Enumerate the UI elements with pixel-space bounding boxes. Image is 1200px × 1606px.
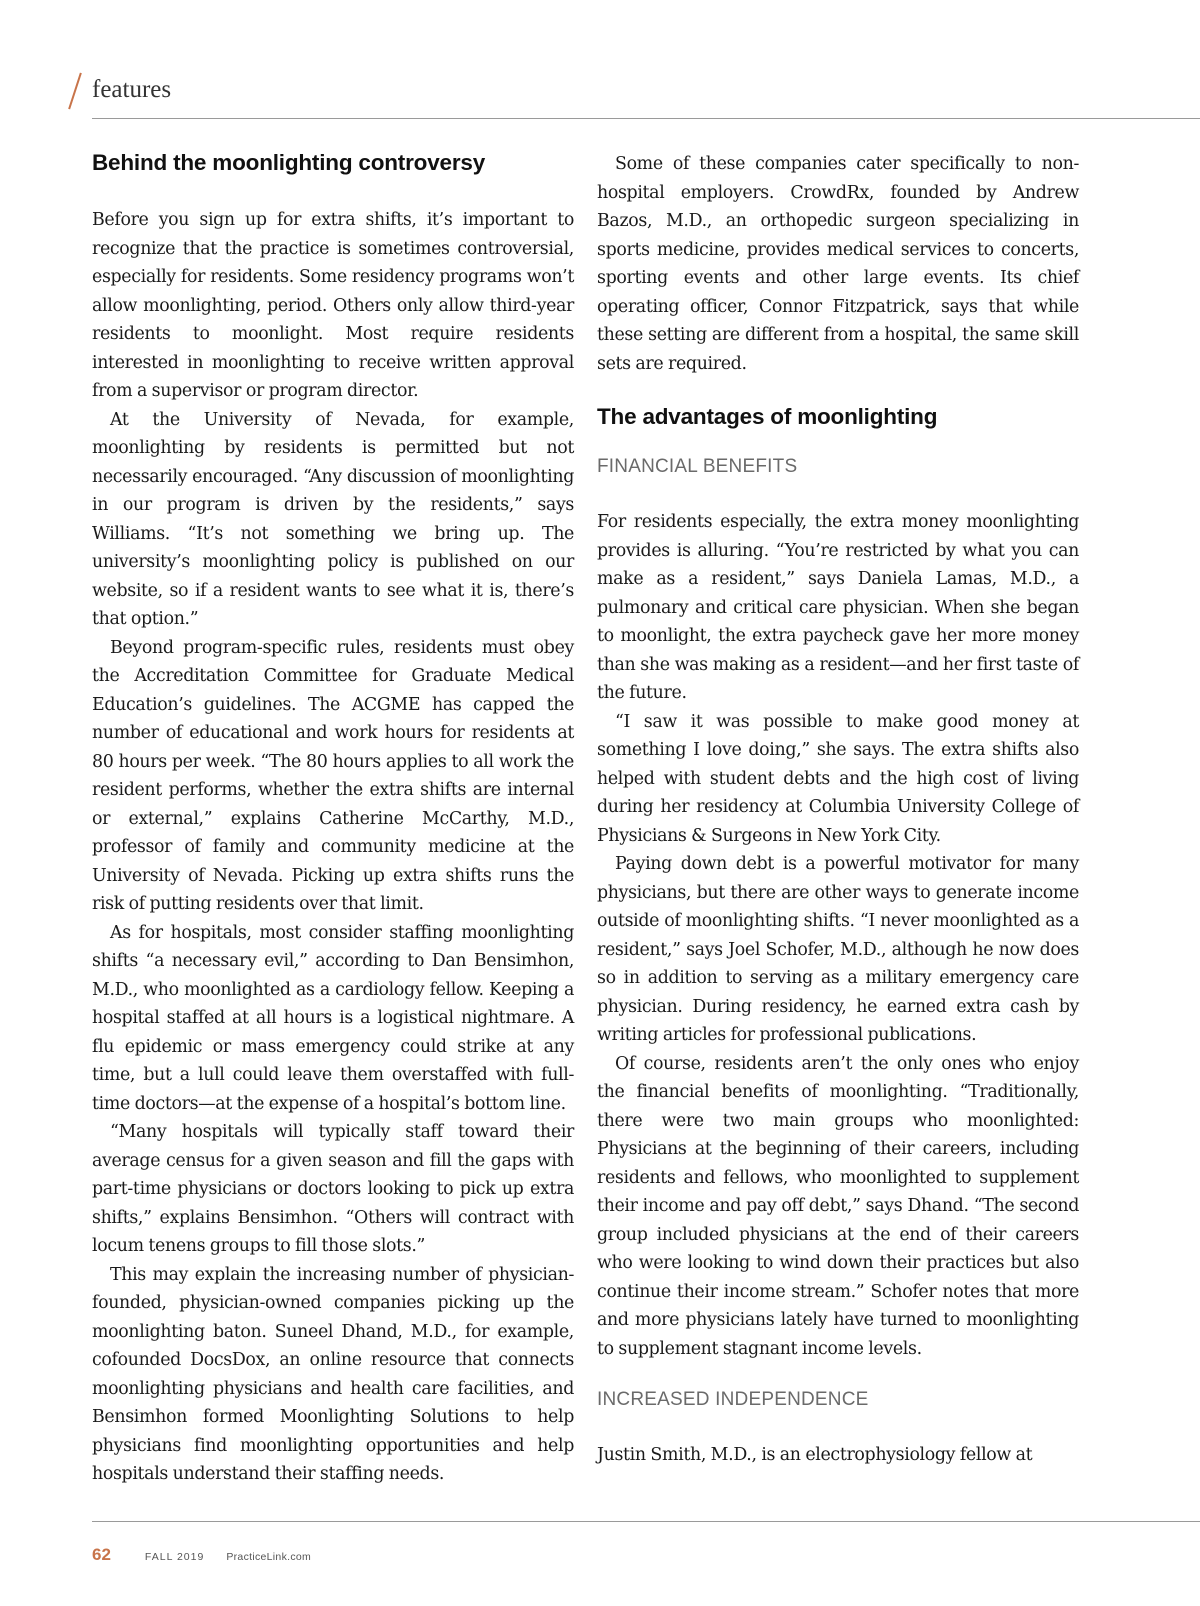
paragraph: Justin Smith, M.D., is an electrophysiology fellow at xyxy=(597,1445,1033,1465)
paragraph: Before you sign up for extra shifts, it’s important to recognize that the practice is sometimes controversial, especially for residents. Some residency programs won’t allow moonlighting, period. Others only allow third-year residents to moonlight. Most require residents interested in moonlighting to receive written approval from a supervisor or program director. xyxy=(92,210,574,401)
subheading-increased-independence: INCREASED INDEPENDENCE xyxy=(597,1389,869,1410)
paragraph: This may explain the increasing number of physician-founded, physician-owned companies picking up the moonlighting baton. Suneel Dhand, M.D., for example, cofounded DocsDox, an online resource that connects moonlighting physicians and health care facilities, and Bensimhon formed Moonlighting Solutions to help physicians find moonlighting opportunities and help hospitals understand their staffing needs. xyxy=(92,1264,574,1484)
section-label: features xyxy=(92,76,172,103)
left-heading: Behind the moonlighting controversy xyxy=(92,150,486,175)
footer-rule xyxy=(92,1521,1200,1522)
left-column xyxy=(92,150,574,1489)
paragraph: For residents especially, the extra money moonlighting provides is alluring. “You’re restricted by what you can make as a resident,” says Daniela Lamas, M.D., a pulmonary and critical care physician. When she began to moonlight, the extra paycheck gave her more money than she was making as a resident—and her first taste of the future. xyxy=(597,512,1079,703)
paragraph: Paying down debt is a powerful motivator for many physicians, but there are other ways to generate income outside of moonlighting shifts. “I never moonlighted as a resident,” says Joel Schofer, M.D., although he now does so in addition to serving as a military emergency care physician. During residency, he earned extra cash by writing articles for professional publications. xyxy=(597,854,1079,1045)
page-number: 62 xyxy=(92,1545,111,1564)
footer xyxy=(92,1545,311,1565)
issue-label: FALL 2019 xyxy=(144,1551,205,1563)
right-heading: The advantages of moonlighting xyxy=(597,404,938,429)
paragraph: “I saw it was possible to make good money at something I love doing,” she says. The extra shifts also helped with student debts and the high cost of living during her residency at Columbia University College of Physicians & Surgeons in New York City. xyxy=(597,711,1079,846)
paragraph: As for hospitals, most consider staffing moonlighting shifts “a necessary evil,” according to Dan Bensimhon, M.D., who moonlighted as a cardiology fellow. Keeping a hospital staffed at all hours is a logistical nightmare. A flu epidemic or mass emergency could strike at any time, but a lull could leave them overstaffed with full-time doctors—at the expense of a hospital’s bottom line. xyxy=(92,922,574,1114)
website-label: PracticeLink.com xyxy=(226,1551,312,1563)
subheading-financial-benefits: FINANCIAL BENEFITS xyxy=(597,456,798,477)
header-rule xyxy=(92,118,1200,119)
paragraph: “Many hospitals will typically staff toward their average census for a given season and fill the gaps with part-time physicians or doctors looking to pick up extra shifts,” explains Bensimhon. “Others will contract with locum tenens groups to fill those slots.” xyxy=(92,1122,574,1256)
paragraph: Some of these companies cater specifically to non-hospital employers. CrowdRx, founded by Andrew Bazos, M.D., an orthopedic surgeon specializing in sports medicine, provides medical services to concerts, sporting events and other large events. Its chief operating officer, Connor Fitzpatrick, says that while these setting are different from a hospital, the same skill sets are required. xyxy=(597,154,1079,374)
right-column xyxy=(597,150,1079,1470)
paragraph: Of course, residents aren’t the only ones who enjoy the financial benefits of moonlighting. “Traditionally, there were two main groups who moonlighted: Physicians at the beginning of their careers, including residents and fellows, who moonlighted to supplement their income and pay off debt,” says Dhand. “The second group included physicians at the end of their careers who were looking to wind down their practices but also continue their income stream.” Schofer notes that more and more physicians lately have turned to moonlighting to supplement stagnant income levels. xyxy=(597,1053,1079,1359)
section-slash-mark xyxy=(68,73,82,110)
paragraph: Beyond program-specific rules, residents must obey the Accreditation Committee for Graduate Medical Education’s guidelines. The ACGME has capped the number of educational and work hours for residents at 80 hours per week. “The 80 hours applies to all work the resident performs, whether the extra shifts are internal or external,” explains Catherine McCarthy, M.D., professor of family and community medicine at the University of Nevada. Picking up extra shifts runs the risk of putting residents over that limit. xyxy=(92,637,574,914)
paragraph: At the University of Nevada, for example, moonlighting by residents is permitted but not necessarily encouraged. “Any discussion of moonlighting in our program is driven by the residents,” says Williams. “It’s not something we bring up. The university’s moonlighting policy is published on our website, so if a resident wants to see what it is, there’s that option.” xyxy=(92,409,574,629)
